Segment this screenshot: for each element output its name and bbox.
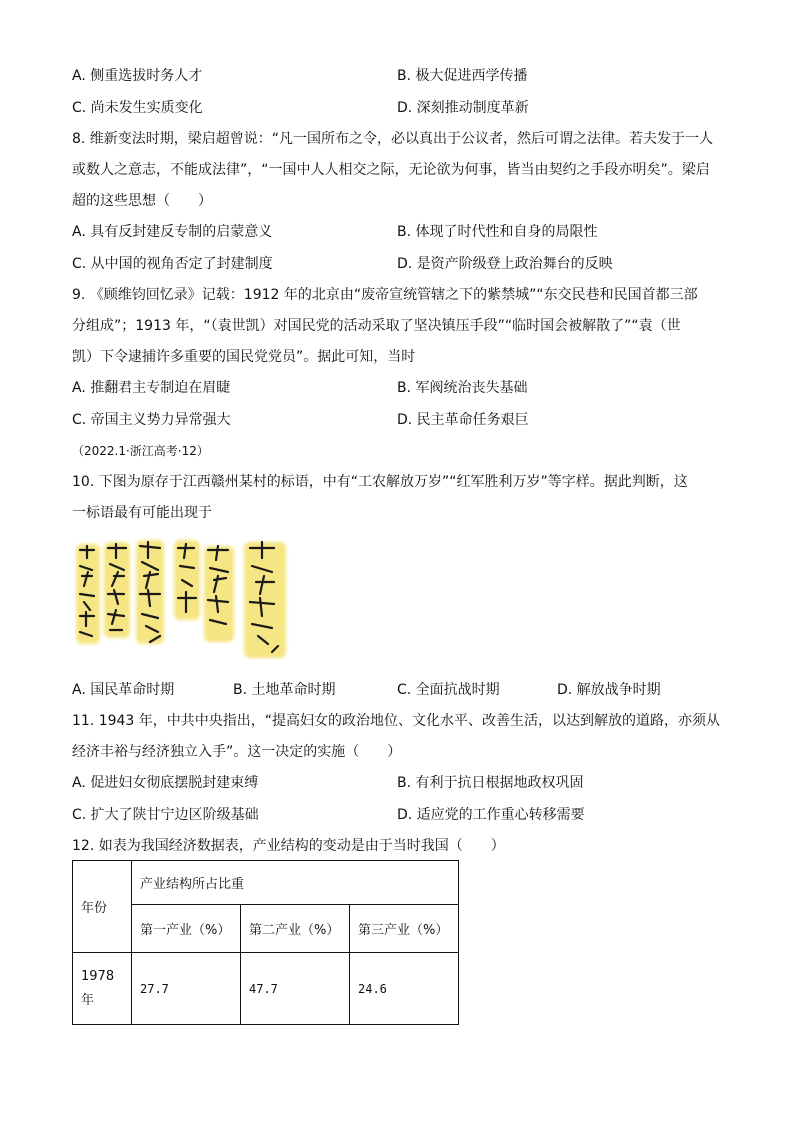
q8-stem-line-2: 或数人之意志，不能成法律”，“一国中人人相交之际，无论欲为何事，皆当由契约之手段亦明矣”。梁启	[72, 162, 710, 178]
q11-stem-line-1: 11. 1943 年，中共中央指出，“提高妇女的政治地位、文化水平、改善生活，以达到解放的道路，亦须从	[72, 713, 721, 729]
q10-option-b: B. 土地革命时期	[233, 682, 336, 698]
q10-option-a: A. 国民革命时期	[72, 682, 175, 698]
q9-option-d: D. 民主革命任务艰巨	[397, 412, 529, 428]
q10-option-c: C. 全面抗战时期	[397, 682, 500, 698]
q8-stem-line-1: 8. 维新变法时期，梁启超曾说：“凡一国所布之令，必以真出于公议者，然后可谓之法律。若夫发于一人	[72, 131, 714, 147]
q9-option-b: B. 军阀统治丧失基础	[397, 380, 528, 396]
q7-option-b: B. 极大促进西学传播	[397, 68, 528, 84]
table-header-industry-structure: 产业结构所占比重	[132, 861, 459, 905]
slogan-calligraphy-image	[74, 536, 294, 664]
q8-stem-line-3: 超的这些思想（ ）	[72, 193, 212, 209]
table-cell-primary-value: 27.7	[132, 953, 241, 1025]
q9-option-a: A. 推翻君主专制迫在眉睫	[72, 380, 231, 396]
q10-option-d: D. 解放战争时期	[557, 682, 661, 698]
table-cell-year-1978: 1978 年	[73, 953, 132, 1025]
q8-option-b: B. 体现了时代性和自身的局限性	[397, 224, 598, 240]
q11-option-b: B. 有利于抗日根据地政权巩固	[397, 775, 584, 791]
q11-option-a: A. 促进妇女彻底摆脱封建束缚	[72, 775, 259, 791]
q9-stem-line-1: 9. 《顾维钧回忆录》记载：1912 年的北京由“废帝宣统管辖之下的紫禁城”“东交民巷和民国首都三部	[72, 287, 698, 303]
q8-option-a: A. 具有反封建反专制的启蒙意义	[72, 224, 273, 240]
q7-option-a: A. 侧重选拔时务人才	[72, 68, 203, 84]
q7-option-d: D. 深刻推动制度革新	[397, 100, 529, 116]
q12-stem: 12. 如表为我国经济数据表，产业结构的变动是由于当时我国（ ）	[72, 838, 505, 854]
q11-option-c: C. 扩大了陕甘宁边区阶级基础	[72, 807, 259, 823]
q9-stem-line-3: 凯）下令逮捕许多重要的国民党党员”。据此可知，当时	[72, 349, 416, 365]
q10-stem-line-1: 10. 下图为原存于江西赣州某村的标语，中有“工农解放万岁”“红军胜利万岁”等字样。据此判断，这	[72, 474, 688, 490]
q11-stem-line-2: 经济丰裕与经济独立入手”。这一决定的实施（ ）	[72, 744, 402, 760]
table-header-secondary: 第二产业（%）	[241, 905, 350, 953]
exam-source-tag: （2022.1·浙江高考·12）	[72, 444, 209, 458]
table-header-primary: 第一产业（%）	[132, 905, 241, 953]
table-cell-secondary-value: 47.7	[241, 953, 350, 1025]
table-header-year: 年份	[73, 861, 132, 953]
q9-stem-line-2: 分组成”；1913 年，“（袁世凯）对国民党的活动采取了坚决镇压手段”“临时国会被解散了”“袁（世	[72, 318, 681, 334]
q10-stem-line-2: 一标语最有可能出现于	[72, 505, 212, 521]
q11-option-d: D. 适应党的工作重心转移需要	[397, 807, 585, 823]
table-cell-tertiary-value: 24.6	[350, 953, 459, 1025]
q7-option-c: C. 尚未发生实质变化	[72, 100, 203, 116]
q9-option-c: C. 帝国主义势力异常强大	[72, 412, 231, 428]
economic-data-table	[72, 860, 459, 1025]
table-header-tertiary: 第三产业（%）	[350, 905, 459, 953]
q8-option-c: C. 从中国的视角否定了封建制度	[72, 256, 273, 272]
q8-option-d: D. 是资产阶级登上政治舞台的反映	[397, 256, 613, 272]
